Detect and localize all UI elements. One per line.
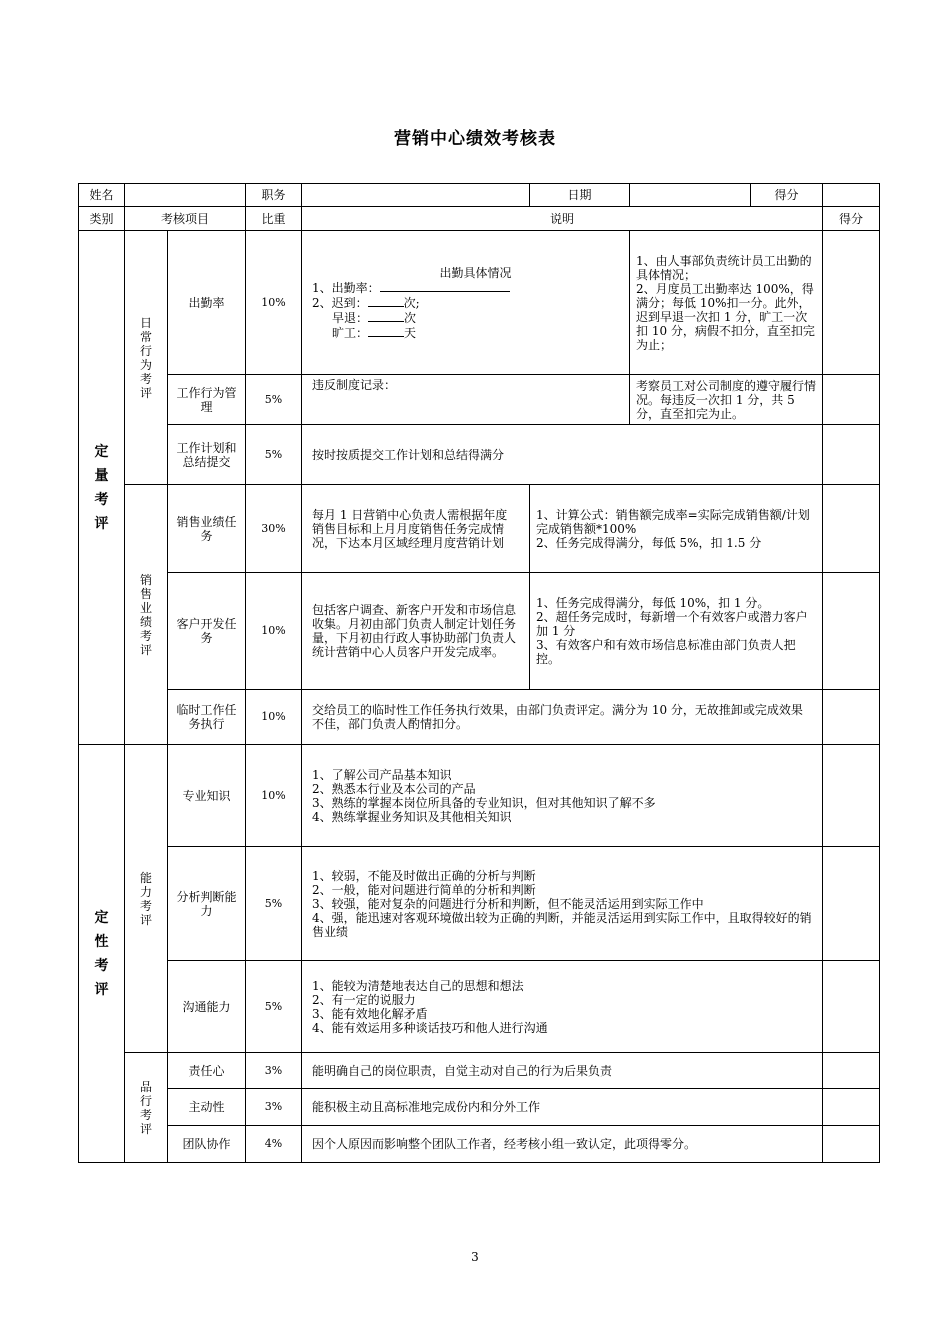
position-field[interactable] bbox=[302, 184, 530, 207]
weight-client-dev: 10% bbox=[246, 573, 302, 690]
item-conduct: 工作行为管理 bbox=[168, 375, 246, 425]
row-communication bbox=[79, 961, 880, 1053]
conduct-detail: 违反制度记录： bbox=[302, 375, 630, 425]
item-temp-task: 临时工作任务执行 bbox=[168, 690, 246, 745]
row-conduct bbox=[79, 375, 880, 425]
client-dev-detail: 包括客户调查、新客户开发和市场信息收集。月初由部门负责人制定计划任务量，下月初由行政人事协助部门负责人统计营销中心人员客户开发完成率。 bbox=[302, 573, 530, 690]
client-dev-note bbox=[530, 573, 823, 690]
name-label: 姓名 bbox=[79, 184, 125, 207]
late-label: 2、迟到： bbox=[312, 295, 368, 310]
row-sales-task bbox=[79, 485, 880, 573]
sales-task-note-2: 2、任务完成得满分，每低 5%，扣 1.5 分 bbox=[536, 535, 762, 550]
item-responsibility: 责任心 bbox=[168, 1053, 246, 1089]
sales-task-note bbox=[530, 485, 823, 573]
client-dev-note-3: 3、有效客户和有效市场信息标准由部门负责人把控。 bbox=[536, 638, 796, 666]
col-weight: 比重 bbox=[246, 207, 302, 231]
page-title: 营销中心绩效考核表 bbox=[394, 129, 556, 149]
attendance-detail-title: 出勤具体情况 bbox=[439, 265, 512, 280]
weight-teamwork: 4% bbox=[246, 1126, 302, 1163]
section-daily: 日 常 行 为 考 评 bbox=[125, 231, 168, 485]
communication-line: 4、能有效运用多种谈话技巧和他人进行沟通 bbox=[312, 1020, 548, 1035]
score-client-dev[interactable] bbox=[823, 573, 880, 690]
client-dev-note-2: 2、超任务完成时，每新增一个有效客户或潜力客户加 1 分 bbox=[536, 610, 808, 638]
communication-line: 2、有一定的说服力 bbox=[312, 992, 416, 1007]
score-initiative[interactable] bbox=[823, 1089, 880, 1126]
attendance-rate-field[interactable] bbox=[380, 280, 510, 292]
item-attendance: 出勤率 bbox=[168, 231, 246, 375]
row-plan bbox=[79, 425, 880, 485]
score-conduct[interactable] bbox=[823, 375, 880, 425]
page-number: 3 bbox=[471, 1250, 479, 1264]
row-client-dev bbox=[79, 573, 880, 690]
weight-analysis: 5% bbox=[246, 847, 302, 961]
section-qual: 定 性 考 评 bbox=[79, 745, 125, 1163]
weight-temp-task: 10% bbox=[246, 690, 302, 745]
section-ability: 能 力 考 评 bbox=[125, 745, 168, 1053]
row-initiative bbox=[79, 1089, 880, 1126]
row-temp-task bbox=[79, 690, 880, 745]
score-communication[interactable] bbox=[823, 961, 880, 1053]
section-character: 品 行 考 评 bbox=[125, 1053, 168, 1163]
header-row bbox=[79, 184, 880, 207]
attendance-rate-label: 1、出勤率： bbox=[312, 280, 380, 295]
score-responsibility[interactable] bbox=[823, 1053, 880, 1089]
column-header-row bbox=[79, 207, 880, 231]
row-responsibility bbox=[79, 1053, 880, 1089]
analysis-line: 1、较弱，不能及时做出正确的分析与判断 bbox=[312, 868, 536, 883]
absence-field[interactable] bbox=[368, 325, 404, 337]
late-unit: 次; bbox=[403, 295, 420, 310]
knowledge-line: 1、了解公司产品基本知识 bbox=[312, 767, 452, 782]
sales-task-note-1: 1、计算公式：销售额完成率=实际完成销售额/计划完成销售额*100% bbox=[536, 507, 810, 536]
weight-responsibility: 3% bbox=[246, 1053, 302, 1089]
analysis-line: 2、一般，能对问题进行简单的分析和判断 bbox=[312, 882, 536, 897]
section-sales: 销 售 业 绩 考 评 bbox=[125, 485, 168, 745]
evaluation-table bbox=[78, 183, 880, 1163]
col-item: 考核项目 bbox=[125, 207, 246, 231]
initiative-note: 能积极主动且高标准地完成份内和分外工作 bbox=[302, 1089, 823, 1126]
score-plan[interactable] bbox=[823, 425, 880, 485]
analysis-note bbox=[302, 847, 823, 961]
knowledge-note bbox=[302, 745, 823, 847]
row-attendance bbox=[79, 231, 880, 375]
communication-note bbox=[302, 961, 823, 1053]
total-score-field[interactable] bbox=[823, 184, 880, 207]
plan-note: 按时按质提交工作计划和总结得满分 bbox=[302, 425, 823, 485]
attendance-detail bbox=[302, 231, 630, 375]
score-teamwork[interactable] bbox=[823, 1126, 880, 1163]
date-score-cell bbox=[630, 184, 823, 207]
absence-label: 旷工： bbox=[332, 325, 369, 340]
row-knowledge bbox=[79, 745, 880, 847]
knowledge-line: 2、熟悉本行业及本公司的产品 bbox=[312, 781, 476, 796]
section-quant: 定 量 考 评 bbox=[79, 231, 125, 745]
col-score: 得分 bbox=[823, 207, 880, 231]
score-sales-task[interactable] bbox=[823, 485, 880, 573]
sales-task-detail: 每月 1 日营销中心负责人需根据年度销售目标和上月月度销售任务完成情况，下达本月区域经理月度营销计划 bbox=[302, 485, 530, 573]
score-attendance[interactable] bbox=[823, 231, 880, 375]
weight-plan: 5% bbox=[246, 425, 302, 485]
position-label: 职务 bbox=[246, 184, 302, 207]
absence-unit: 天 bbox=[404, 325, 417, 340]
item-teamwork: 团队协作 bbox=[168, 1126, 246, 1163]
score-temp-task[interactable] bbox=[823, 690, 880, 745]
score-knowledge[interactable] bbox=[823, 745, 880, 847]
weight-attendance: 10% bbox=[246, 231, 302, 375]
weight-communication: 5% bbox=[246, 961, 302, 1053]
responsibility-note: 能明确自己的岗位职责，自觉主动对自己的行为后果负责 bbox=[302, 1053, 823, 1089]
score-analysis[interactable] bbox=[823, 847, 880, 961]
item-client-dev: 客户开发任务 bbox=[168, 573, 246, 690]
attendance-note-1: 1、由人事部负责统计员工出勤的具体情况； bbox=[636, 253, 812, 282]
weight-sales-task: 30% bbox=[246, 485, 302, 573]
client-dev-note-1: 1、任务完成得满分，每低 10%，扣 1 分。 bbox=[536, 596, 770, 610]
teamwork-note: 因个人原因而影响整个团队工作者，经考核小组一致认定，此项得零分。 bbox=[302, 1126, 823, 1163]
analysis-line: 3、较强，能对复杂的问题进行分析和判断，但不能灵活运用到实际工作中 bbox=[312, 896, 704, 911]
row-teamwork bbox=[79, 1126, 880, 1163]
score-label: 得分 bbox=[774, 188, 799, 202]
communication-line: 3、能有效地化解矛盾 bbox=[312, 1006, 428, 1021]
col-category: 类别 bbox=[79, 207, 125, 231]
attendance-note bbox=[630, 231, 823, 375]
item-analysis: 分析判断能力 bbox=[168, 847, 246, 961]
item-sales-task: 销售业绩任务 bbox=[168, 485, 246, 573]
weight-conduct: 5% bbox=[246, 375, 302, 425]
date-label: 日期 bbox=[530, 184, 630, 207]
item-plan: 工作计划和总结提交 bbox=[168, 425, 246, 485]
knowledge-line: 3、熟练的掌握本岗位所具备的专业知识，但对其他知识了解不多 bbox=[312, 795, 656, 810]
temp-task-note: 交给员工的临时性工作任务执行效果，由部门负责评定。满分为 10 分，无故推卸或完成效果不佳，部门负责人酌情扣分。 bbox=[302, 690, 823, 745]
item-communication: 沟通能力 bbox=[168, 961, 246, 1053]
row-analysis bbox=[79, 847, 880, 961]
early-unit: 次 bbox=[404, 310, 417, 325]
col-description: 说明 bbox=[302, 207, 823, 231]
early-label: 早退： bbox=[332, 310, 369, 325]
communication-line: 1、能较为清楚地表达自己的思想和想法 bbox=[312, 978, 524, 993]
weight-knowledge: 10% bbox=[246, 745, 302, 847]
item-knowledge: 专业知识 bbox=[168, 745, 246, 847]
name-field[interactable] bbox=[125, 184, 246, 207]
date-field[interactable] bbox=[630, 184, 751, 206]
early-field[interactable] bbox=[368, 310, 404, 322]
item-initiative: 主动性 bbox=[168, 1089, 246, 1126]
late-field[interactable] bbox=[368, 295, 404, 307]
attendance-note-2: 2、月度员工出勤率达 100%，得满分；每低 10%扣一分。此外，迟到早退一次扣 1 分，旷工一次扣 10 分，病假不扣分，直至扣完为止； bbox=[636, 281, 815, 352]
weight-initiative: 3% bbox=[246, 1089, 302, 1126]
knowledge-line: 4、熟练掌握业务知识及其他相关知识 bbox=[312, 809, 512, 824]
analysis-line: 4、强，能迅速对客观环境做出较为正确的判断，并能灵活运用到实际工作中，且取得较好的销售业绩 bbox=[312, 910, 812, 939]
conduct-note: 考察员工对公司制度的遵守履行情况。每违反一次扣 1 分，共 5 分，直至扣完为止。 bbox=[630, 375, 823, 425]
